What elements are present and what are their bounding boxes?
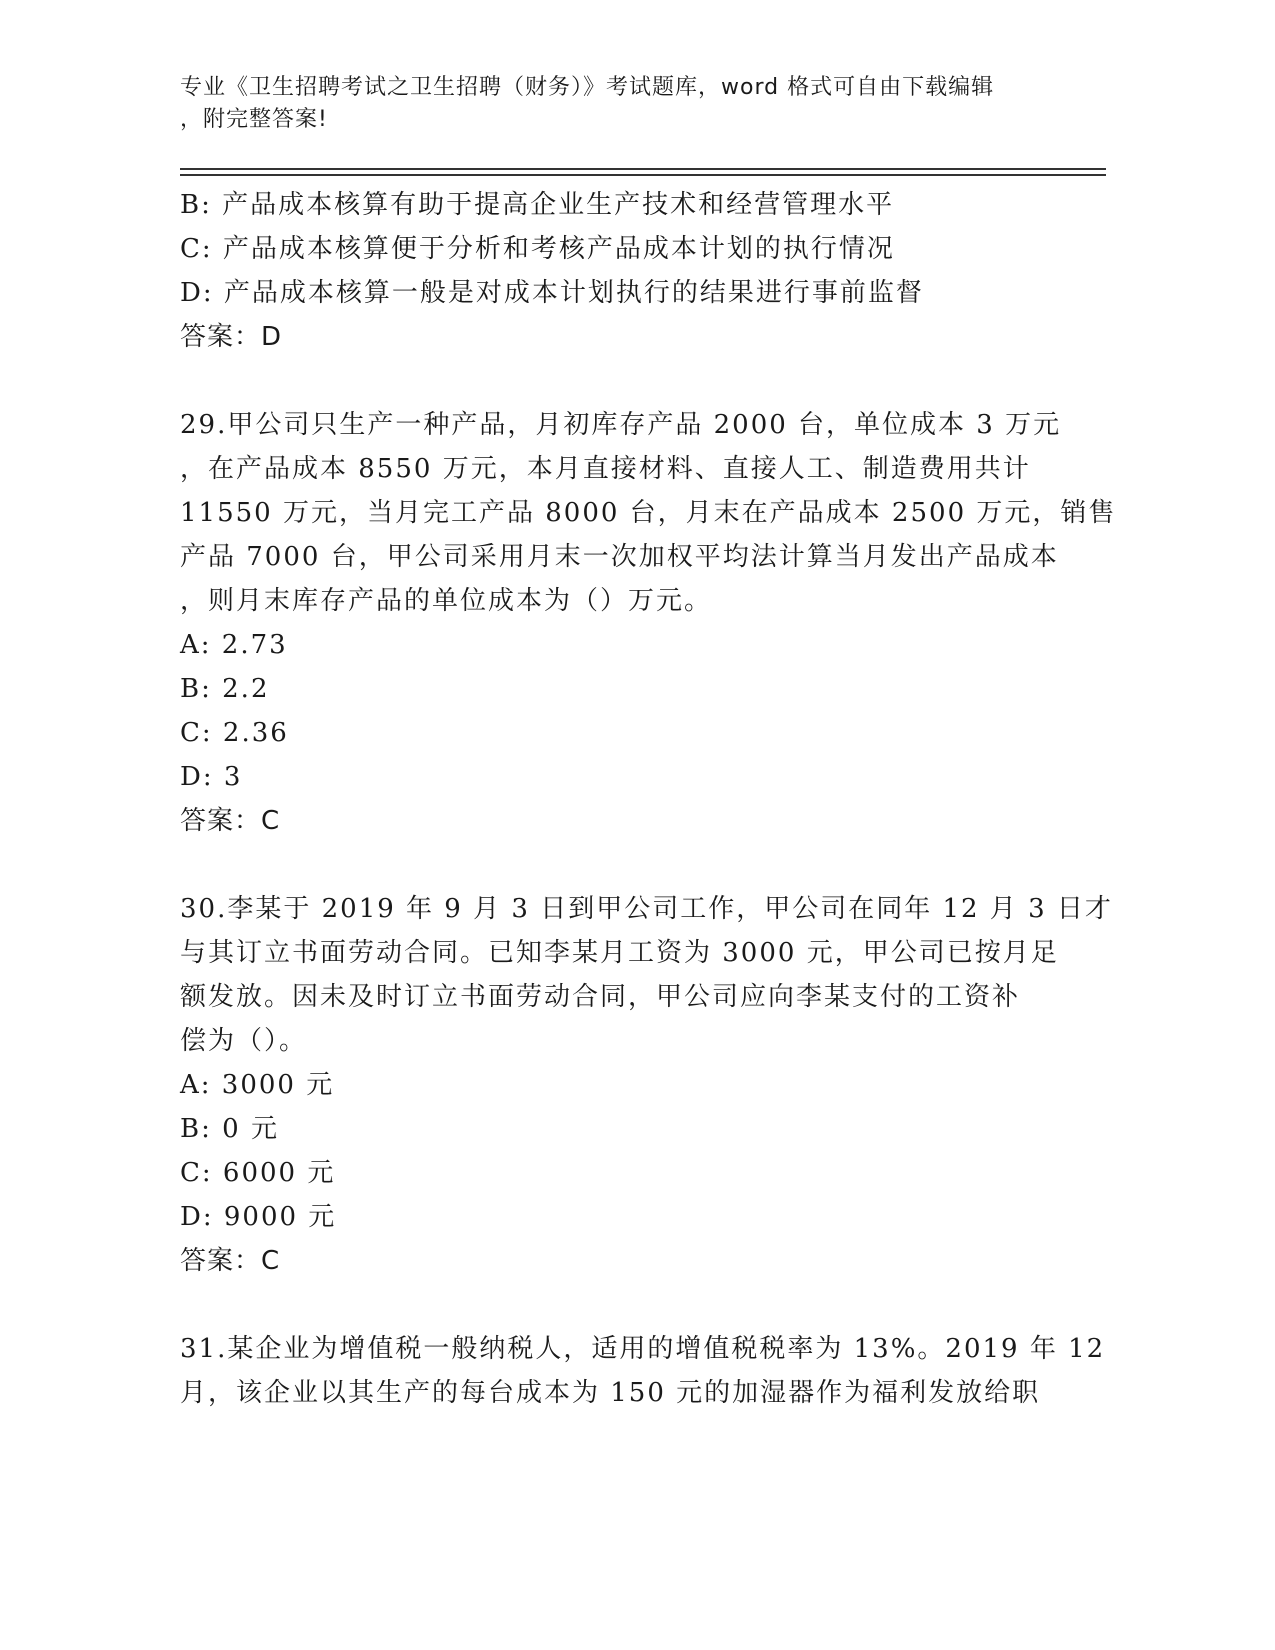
question-stem-line: 产品 7000 台，甲公司采用月末一次加权平均法计算当月发出产品成本 (180, 542, 1059, 572)
document-body (180, 183, 1117, 1415)
question-31 (180, 1327, 1106, 1415)
option-a: A: 3000 元 (180, 1070, 335, 1100)
answer-label: 答案：C (180, 806, 281, 836)
question-stem-line: 额发放。因未及时订立书面劳动合同，甲公司应向李某支付的工资补 (180, 982, 1021, 1012)
option-b: B: 0 元 (180, 1114, 279, 1144)
question-stem-line: 11550 万元，当月完工产品 8000 台，月末在产品成本 2500 万元，销售 (180, 498, 1117, 528)
option-b: B: 产品成本核算有助于提高企业生产技术和经营管理水平 (180, 190, 895, 220)
header-line-2: ，附完整答案! (180, 107, 328, 132)
option-d: D: 3 (180, 762, 243, 792)
answer-label: 答案：C (180, 1246, 281, 1276)
document-header (180, 72, 1080, 136)
question-stem-line: ，则月末库存产品的单位成本为（）万元。 (180, 586, 713, 616)
spacer (180, 843, 1050, 887)
option-b: B: 2.2 (180, 674, 270, 704)
question-stem-line: 29.甲公司只生产一种产品，月初库存产品 2000 台，单位成本 3 万元 (180, 410, 1062, 440)
header-rule-bottom (180, 174, 1106, 176)
spacer (180, 359, 1050, 403)
option-d: D: 产品成本核算一般是对成本计划执行的结果进行事前监督 (180, 278, 924, 308)
answer-label: 答案：D (180, 322, 283, 352)
option-c: C: 产品成本核算便于分析和考核产品成本计划的执行情况 (180, 234, 895, 264)
question-28 (180, 183, 1050, 359)
header-line-1: 专业《卫生招聘考试之卫生招聘（财务）》考试题库，word 格式可自由下载编辑 (180, 75, 995, 100)
question-stem-line: 30.李某于 2019 年 9 月 3 日到甲公司工作，甲公司在同年 12 月 3 日才 (180, 894, 1113, 924)
question-stem-line: ，在产品成本 8550 万元，本月直接材料、直接人工、制造费用共计 (180, 454, 1031, 484)
spacer (180, 1283, 1050, 1327)
question-stem-line: 与其订立书面劳动合同。已知李某月工资为 3000 元，甲公司已按月足 (180, 938, 1059, 968)
question-stem-line: 月，该企业以其生产的每台成本为 150 元的加湿器作为福利发放给职 (180, 1378, 1041, 1408)
question-29 (180, 403, 1117, 843)
question-stem-line: 31.某企业为增值税一般纳税人，适用的增值税税率为 13%。2019 年 12 (180, 1334, 1106, 1364)
header-rule-top (180, 168, 1106, 170)
option-a: A: 2.73 (180, 630, 288, 660)
question-stem-line: 偿为（）。 (180, 1026, 308, 1056)
option-d: D: 9000 元 (180, 1202, 337, 1232)
option-c: C: 2.36 (180, 718, 289, 748)
question-30 (180, 887, 1113, 1283)
option-c: C: 6000 元 (180, 1158, 336, 1188)
